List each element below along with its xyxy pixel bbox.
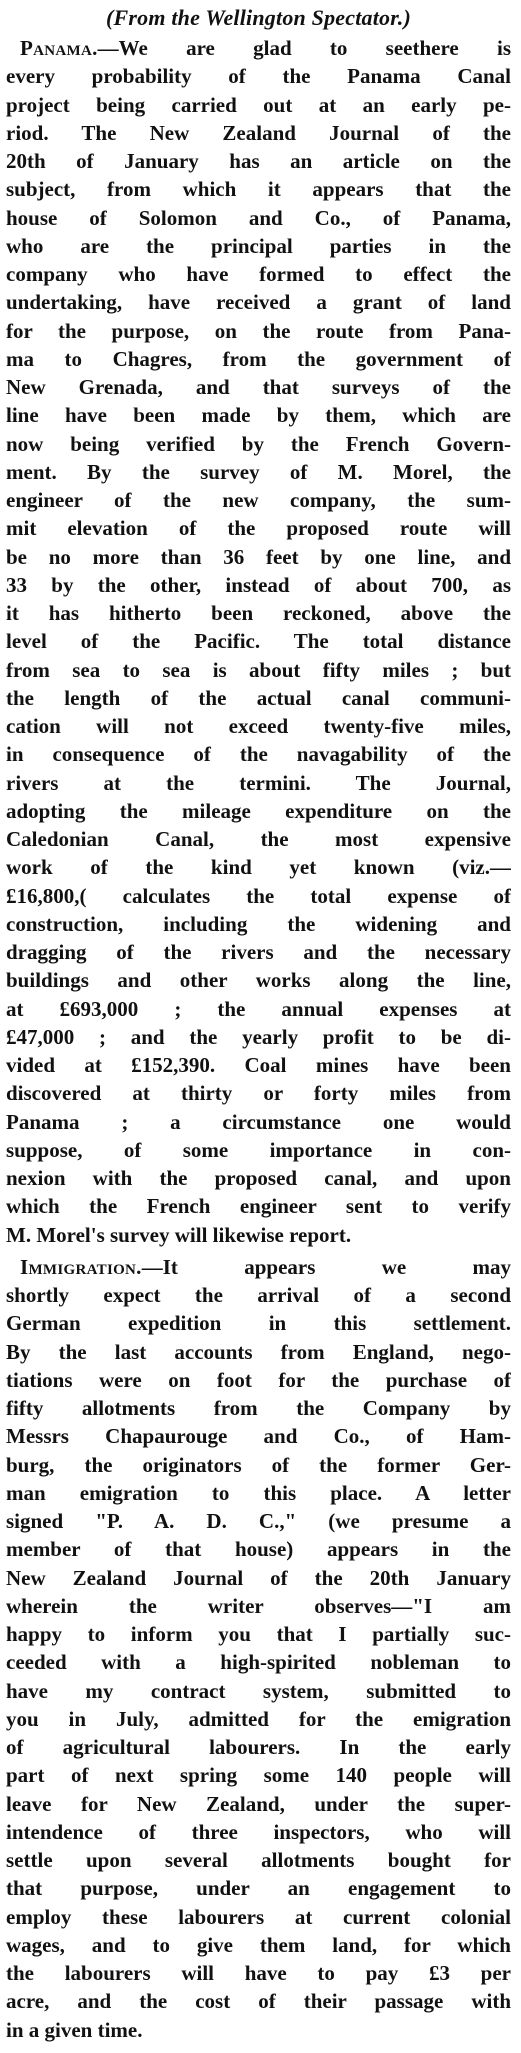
- article-line: Messrs Chapaurouge and Co., of Ham-: [6, 1424, 511, 1449]
- article-line: engineer of the new company, the sum-: [6, 488, 511, 512]
- article-line: mit elevation of the proposed route will: [6, 516, 511, 541]
- article-line: 20th of January has an article on the: [6, 149, 511, 173]
- article-line: in consequence of the navagability of the: [6, 742, 511, 767]
- article-line: level of the Pacific. The total distance: [6, 629, 511, 654]
- article-heading: Immigration.: [20, 1254, 142, 1279]
- article-line: ceeded with a high-spirited nobleman to: [6, 1650, 511, 1675]
- article-line: construction, including the widening and: [6, 911, 511, 936]
- article-line: 33 by the other, instead of about 700, as: [6, 572, 511, 597]
- article-line: adopting the mileage expenditure on the: [6, 798, 511, 823]
- article-line: of agricultural labourers. In the early: [6, 1735, 511, 1759]
- article-line: vided at £152,390. Coal mines have been: [6, 1053, 511, 1077]
- article-paragraph: [6, 34, 511, 1249]
- article-line: be no more than 36 feet by one line, and: [6, 544, 511, 569]
- article-line: at £693,000 ; the annual expenses at: [6, 996, 511, 1021]
- article-line: riod. The New Zealand Journal of the: [6, 120, 511, 145]
- article-line: who are the principal parties in the: [6, 233, 511, 258]
- article-line: tiations were on foot for the purchase of: [6, 1367, 511, 1392]
- article-line: settle upon several allotments bought for: [6, 1848, 511, 1872]
- article-line: now being verified by the French Govern-: [6, 431, 511, 456]
- article-line: nexion with the proposed canal, and upon: [6, 1166, 511, 1190]
- article-line: cation will not exceed twenty-five miles,: [6, 714, 511, 738]
- article-line: buildings and other works along the line,: [6, 968, 511, 993]
- article-line: By the last accounts from England, nego-: [6, 1339, 511, 1364]
- article-line: New Zealand Journal of the 20th January: [6, 1565, 511, 1590]
- article-line: M. Morel's survey will likewise report.: [6, 1222, 352, 1247]
- article-line: house of Solomon and Co., of Panama,: [6, 205, 511, 230]
- article-line: work of the kind yet known (viz.—: [6, 855, 511, 880]
- article-line: Caledonian Canal, the most expensive: [6, 827, 511, 851]
- article-line: suppose, of some importance in con-: [6, 1137, 511, 1162]
- article-line: which the French engineer sent to verify: [6, 1194, 511, 1219]
- article-paragraph: [6, 1253, 511, 2044]
- article-line: ma to Chagres, from the government of: [6, 346, 511, 371]
- article-line: rivers at the termini. The Journal,: [6, 770, 511, 795]
- article-line: have my contract system, submitted to: [6, 1678, 511, 1703]
- article-line: it has hitherto been reckoned, above the: [6, 601, 511, 625]
- article-line: the length of the actual canal communi-: [6, 685, 511, 710]
- article-line: intendence of three inspectors, who will: [6, 1819, 511, 1844]
- article-line: burg, the originators of the former Ger-: [6, 1452, 511, 1477]
- article-line: discovered at thirty or forty miles from: [6, 1081, 511, 1106]
- article-line: German expedition in this settlement.: [6, 1311, 511, 1336]
- article-line: £47,000 ; and the yearly profit to be di-: [6, 1024, 511, 1049]
- article-line: signed "P. A. D. C.," (we presume a: [6, 1509, 511, 1533]
- article-line: every probability of the Panama Canal: [6, 64, 511, 89]
- article-line: line have been made by them, which are: [6, 403, 511, 428]
- source-attribution: (From the Wellington Spectator.): [105, 5, 412, 30]
- article-line: man emigration to this place. A letter: [6, 1480, 511, 1505]
- article-line: New Grenada, and that surveys of the: [6, 375, 511, 399]
- article-line: wherein the writer observes—"I am: [6, 1593, 511, 1618]
- article-line: undertaking, have received a grant of land: [6, 290, 511, 315]
- article-line: company who have formed to effect the: [6, 262, 511, 286]
- article-line: dragging of the rivers and the necessary: [6, 940, 511, 964]
- article-line: £16,800,( calculates the total expense of: [6, 883, 511, 908]
- article-line: for the purpose, on the route from Pana-: [6, 318, 511, 343]
- article-line: [6, 1253, 511, 1281]
- article-line: part of next spring some 140 people will: [6, 1763, 511, 1788]
- article-line: that purpose, under an engagement to: [6, 1876, 511, 1901]
- article-line: fifty allotments from the Company by: [6, 1396, 511, 1420]
- article-line: in a given time.: [6, 2017, 143, 2042]
- article-line-text: —We are glad to seethere is: [97, 36, 511, 60]
- article-line: project being carried out at an early pe-: [6, 92, 511, 117]
- article-line: employ these labourers at current colonial: [6, 1904, 511, 1929]
- article-line: [6, 34, 511, 62]
- article-line-text: —It appears we may: [141, 1254, 511, 1279]
- article-list: [6, 34, 511, 2044]
- article-line: ment. By the survey of M. Morel, the: [6, 459, 511, 484]
- article-line: Panama ; a circumstance one would: [6, 1109, 511, 1134]
- article-line: subject, from which it appears that the: [6, 177, 511, 202]
- article-line: you in July, admitted for the emigration: [6, 1706, 511, 1731]
- article-line: from sea to sea is about fifty miles ; but: [6, 657, 511, 682]
- article-line: the labourers will have to pay £3 per: [6, 1961, 511, 1985]
- article-line: shortly expect the arrival of a second: [6, 1283, 511, 1307]
- article-line: acre, and the cost of their passage with: [6, 1989, 511, 2014]
- article-heading: Panama.: [20, 36, 98, 60]
- article-line: leave for New Zealand, under the super-: [6, 1791, 511, 1816]
- article-line: wages, and to give them land, for which: [6, 1932, 511, 1957]
- article-line: happy to inform you that I partially suc-: [6, 1622, 511, 1646]
- article-line: member of that house) appears in the: [6, 1537, 511, 1562]
